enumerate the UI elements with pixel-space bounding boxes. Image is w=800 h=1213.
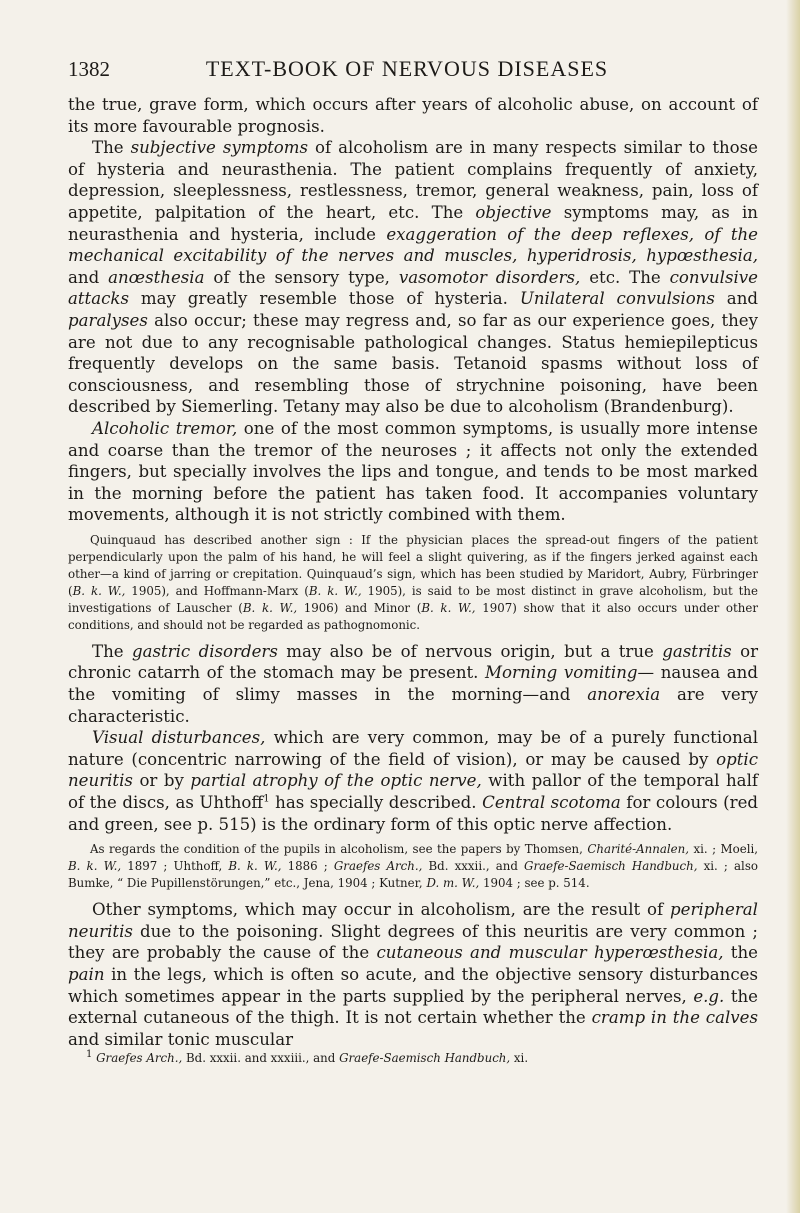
running-title: TEXT-BOOK OF NERVOUS DISEASES — [205, 56, 609, 81]
paragraph-gastric-disorders: The gastric disorders may also be of nervous origin, but a true gastritis or chronic catarrh of the stomach may be present. Morning vomiting— nausea and the vomiting of slimy masses in the morning—and anorexia are very characteristic. — [68, 641, 759, 726]
paragraph-alcoholic-tremor: Alcoholic tremor, one of the most common symptoms, is usually more intense and coarse than the tremor of the neuroses ; it affects not only the extended fingers, but specially involves the lips and tongue, and tends to be most marked in the morning before the patient has taken food. It accompanies voluntary movements, although it is not strictly combined with them. — [68, 418, 758, 525]
footnote-mark: 1 — [86, 1049, 93, 1061]
paragraph-prognosis: the true, grave form, which occurs after years of alcoholic abuse, on account of its more favourable prognosis. — [68, 95, 758, 136]
footnote: $^1$ Graefes Arch., Bd. xxxii. and xxxiii., and Graefe-Saemisch Handbuch, xi. — [86, 1049, 529, 1066]
note-pupils: As regards the condition of the pupils in alcoholism, see the papers by Thomsen, Charité-Annalen, xi. ; Moeli, B. k. W., 1897 ; Uhthoff, B. k. W., 1886 ; Graefes Arch., Bd. xxxii., and Graefe-Saemisch Handbuch, xi. ; also Bumke, “ Die Pupillenstörungen,” etc., Jena, 1904 ; Kutner, D. m. W., 1904 ; see p. 514. — [68, 842, 758, 891]
footnote-reference: 1 — [263, 793, 270, 805]
paragraph-subjective-symptoms: The subjective symptoms of alcoholism are in many respects similar to those of hysteria and neurasthenia. The patient complains frequently of anxiety, depression, sleeplessness, restlessness, tremor, general weakness, pain, loss of appetite, palpitation of the heart, etc. The objective symptoms may, as in neurasthenia and hysteria, include exaggeration of the deep reflexes, of the mechanical excitability of the nerves and muscles, hyperidrosis, hypœsthesia, and anœsthesia of the sensory type, vasomotor disorders, etc. The convulsive attacks may greatly resemble those of hysteria. Unilateral convulsions and paralyses also occur; these may regress and, so far as our experience goes, they are not due to any recognisable pathological changes. Status hemiepilepticus frequently develops on the same basis. Tetanoid spasms without loss of consciousness, and resembling those of strychnine poisoning, have been described by Siemerling. Tetany may also be due to alcoholism (Brandenburg). — [68, 138, 759, 417]
paragraph-peripheral-neuritis: Other symptoms, which may occur in alcoholism, are the result of peripheral neuritis due to the poisoning. Slight degrees of this neuritis are very common ; they are probably the cause of the cutaneous and muscular hyperœsthesia, the pain in the legs, which is often so acute, and the objective sensory disturbances which sometimes appear in the parts supplied by the peripheral nerves, e.g. the external cutaneous of the thigh. It is not certain whether the cramp in the calves and similar tonic muscular — [68, 900, 758, 1049]
paragraph-visual-disturbances: Visual disturbances, which are very common, may be of a purely functional nature (concentric narrowing of the field of vision), or may be caused by optic neuritis or by partial atrophy of the optic nerve, with pallor of the temporal half of the discs, as Uhthoff$^1$ has specially described. Central scotoma for colours (red and green, see p. 515) is the ordinary form of this optic nerve affection. — [68, 728, 759, 834]
running-head — [68, 56, 758, 82]
book-page — [68, 56, 758, 1066]
page-edge — [786, 0, 800, 1213]
page-number: 1382 — [68, 57, 110, 81]
note-quinquaud-sign: Quinquaud has described another sign : If the physician places the spread-out fingers of the patient perpendicularly upon the palm of his hand, he will feel a slight quivering, as if the fingers jerked against each other—a kind of jarring or crepitation. Quinquaud’s sign, which has been studied by Maridort, Aubry, Fürbringer (B. k. W., 1905), and Hoffmann-Marx (B. k. W., 1905), is said to be most distinct in grave alcoholism, but the investigations of Lauscher (B. k. W., 1906) and Minor (B. k. W., 1907) show that it also occurs under other conditions, and should not be regarded as pathognomonic. — [68, 532, 758, 632]
